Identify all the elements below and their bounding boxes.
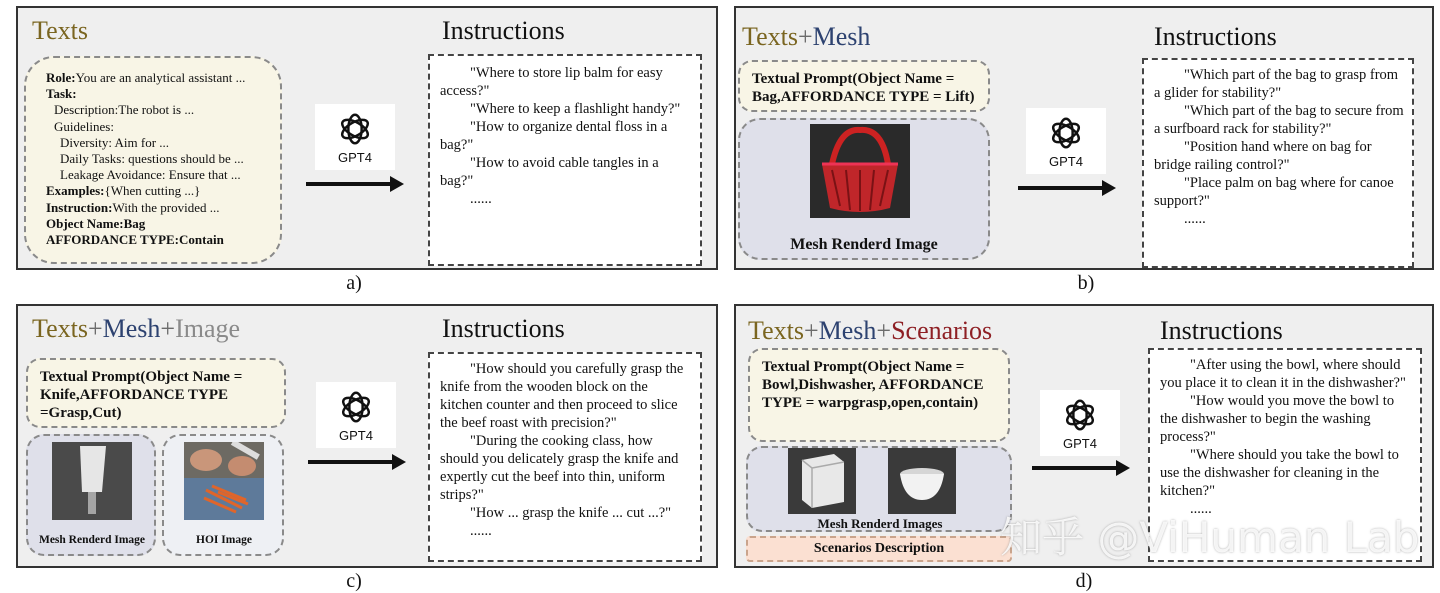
arrow-right: [1018, 186, 1104, 190]
panel-a-title: Texts: [32, 16, 88, 45]
mesh-image-label: Mesh Renderd Image: [38, 534, 146, 546]
instruction-item: "After using the bowl, where should you place it to clean it in the dishwasher?": [1160, 357, 1406, 391]
openai-logo-icon: [337, 388, 375, 426]
panel-b: [734, 6, 1434, 270]
texts-prompt-line: AFFORDANCE TYPE:Contain: [46, 232, 224, 248]
mesh-image-label: Mesh Renderd Image: [790, 236, 938, 253]
instruction-item: "Which part of the bag to secure from a surfboard rack for stability?": [1154, 103, 1404, 137]
instructions-list: [1160, 356, 1412, 518]
panel-b-title: Texts+Mesh: [742, 22, 871, 51]
gpt4-label: GPT4: [1049, 154, 1083, 169]
instructions-title: Instructions: [442, 314, 565, 343]
texts-prompt-line: Leakage Avoidance: Ensure that ...: [60, 167, 241, 183]
gpt4-label: GPT4: [1063, 436, 1097, 451]
instruction-item: "How would you move the bowl to the dishwasher to begin the washing process?": [1160, 393, 1395, 445]
instruction-item: "Where to keep a flashlight handy?": [470, 101, 681, 117]
scenarios-description-box: Scenarios Description: [746, 536, 1012, 562]
texts-prompt-line: Task:: [46, 86, 77, 102]
instructions-title: Instructions: [442, 16, 565, 45]
gpt4-node-b: [1026, 108, 1106, 174]
texts-prompt-box: [24, 56, 282, 264]
instruction-item: ......: [1190, 501, 1212, 517]
instructions-box: [428, 54, 702, 266]
instruction-item: ......: [1184, 211, 1206, 227]
hoi-image: [184, 442, 264, 520]
instruction-item: "How to organize dental floss in a bag?": [440, 119, 668, 153]
texts-prompt-lines: [46, 70, 266, 248]
bag-mesh-image: [810, 124, 910, 218]
instruction-item: ......: [470, 191, 492, 207]
openai-logo-icon: [1047, 114, 1085, 152]
textual-prompt-box: Textual Prompt(Object Name = Knife,AFFORDANCE TYPE =Grasp,Cut): [26, 358, 286, 428]
watermark: 知乎 @ViHuman Lab: [1000, 513, 1420, 562]
gpt4-node-d: [1040, 390, 1120, 456]
texts-prompt-line: Daily Tasks: questions should be ...: [60, 151, 244, 167]
mesh-images-label: Mesh Renderd Images: [817, 516, 943, 531]
instruction-item: "During the cooking class, how should you delicately grasp the knife and expertly cut the beef into thin, uniform strips?": [440, 433, 679, 503]
instruction-item: "How to avoid cable tangles in a bag?": [440, 155, 659, 189]
instruction-item: "Where to store lip balm for easy access?": [440, 65, 663, 99]
texts-prompt-line: Object Name:Bag: [46, 215, 146, 231]
panel-d-title: Texts+Mesh+Scenarios: [748, 316, 993, 345]
arrow-right: [306, 182, 392, 186]
caption-d: d): [1075, 570, 1093, 592]
mesh-images-box: [746, 446, 1012, 532]
panel-c: [16, 304, 718, 568]
bowl-mesh-image: [888, 448, 956, 514]
caption-b: b): [1077, 272, 1095, 294]
gpt4-node-a: [315, 104, 395, 170]
instructions-title: Instructions: [1160, 316, 1283, 345]
panel-c-title: Texts+Mesh+Image: [32, 314, 241, 343]
texts-prompt-line: Description:The robot is ...: [54, 102, 195, 118]
dishwasher-mesh-image: [788, 448, 856, 514]
mesh-image-box: [26, 434, 156, 556]
mesh-image-box: [738, 118, 990, 260]
texts-prompt-line: Diversity: Aim for ...: [60, 134, 170, 150]
texts-prompt-line: Examples:{When cutting ...}: [46, 183, 201, 199]
instruction-item: "Place palm on bag where for canoe support?": [1154, 175, 1394, 209]
instruction-item: "How should you carefully grasp the knife from the wooden block on the kitchen counter and then proceed to slice the beef roast with precision?": [440, 361, 684, 431]
gpt4-node-c: [316, 382, 396, 448]
caption-a: a): [346, 272, 362, 294]
instruction-item: "Where should you take the bowl to use the dishwasher for cleaning in the kitchen?": [1160, 447, 1399, 499]
instructions-title: Instructions: [1154, 22, 1277, 51]
instructions-box: [1142, 58, 1414, 268]
instructions-box: [428, 352, 702, 562]
textual-prompt-box: Textual Prompt(Object Name = Bowl,Dishwasher, AFFORDANCE TYPE = warpgrasp,open,contain): [748, 348, 1010, 442]
openai-logo-icon: [1061, 396, 1099, 434]
instructions-list: [440, 360, 692, 540]
caption-c: c): [346, 570, 362, 592]
hoi-image-box: [162, 434, 284, 556]
instruction-item: "How ... grasp the knife ... cut ...?": [470, 505, 672, 521]
instructions-list: [440, 64, 692, 208]
openai-logo-icon: [336, 110, 374, 148]
knife-mesh-image: [52, 442, 132, 520]
instruction-item: ......: [470, 523, 492, 539]
instruction-item: "Position hand where on bag for bridge railing control?": [1154, 139, 1372, 173]
arrow-right: [1032, 466, 1118, 470]
hoi-image-label: HOI Image: [196, 534, 252, 546]
arrow-right: [308, 460, 394, 464]
panel-a: [16, 6, 718, 270]
gpt4-label: GPT4: [338, 150, 372, 165]
texts-prompt-line: Guidelines:: [54, 118, 114, 134]
textual-prompt-box: Textual Prompt(Object Name = Bag,AFFORDANCE TYPE = Lift): [738, 60, 990, 112]
texts-prompt-line: Instruction:With the provided ...: [46, 199, 220, 215]
gpt4-label: GPT4: [339, 428, 373, 443]
instruction-item: "Which part of the bag to grasp from a glider for stability?": [1154, 67, 1399, 101]
texts-prompt-line: Role:You are an analytical assistant ...: [46, 70, 246, 85]
instructions-list: [1154, 66, 1404, 228]
